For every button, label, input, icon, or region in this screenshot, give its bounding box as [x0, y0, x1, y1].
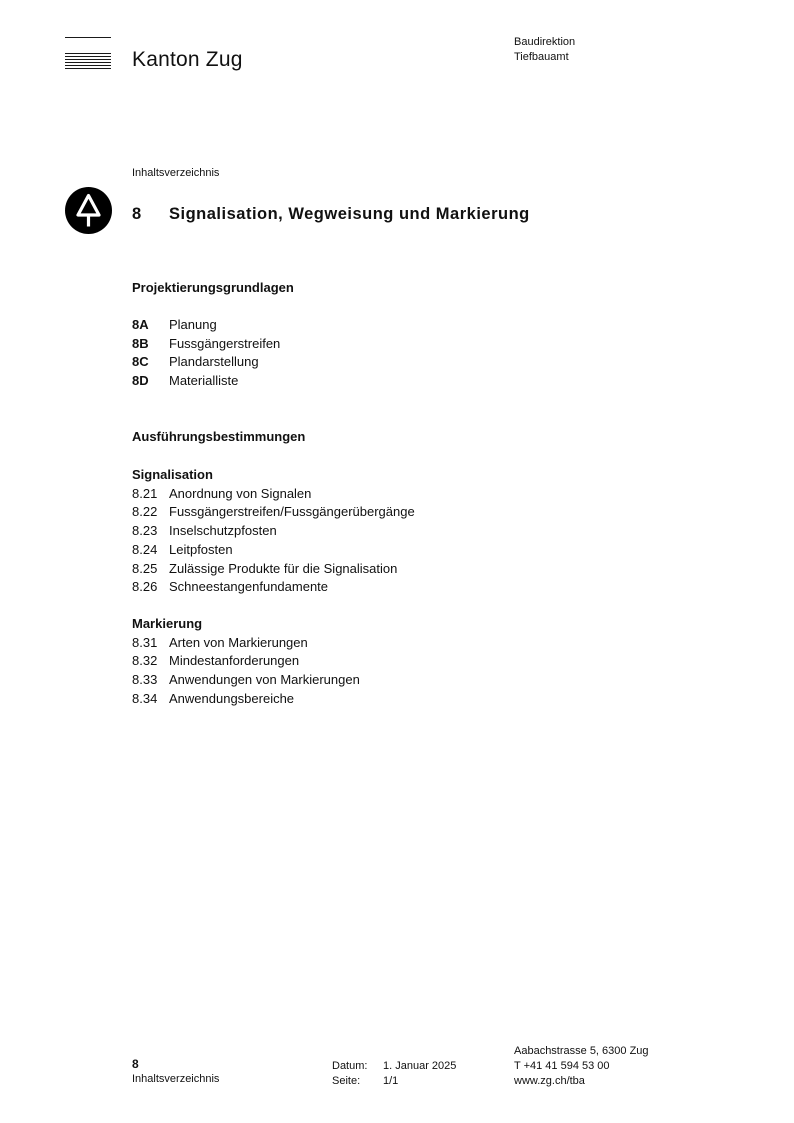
toc-label: Anordnung von Signalen: [169, 485, 312, 501]
markierung-list: [132, 615, 360, 709]
ausfuehrung-heading-block: [132, 428, 305, 447]
toc-row-8-32[interactable]: [132, 652, 360, 671]
toc-label: Fussgängerstreifen: [169, 335, 281, 351]
toc-row-8-26[interactable]: [132, 578, 415, 597]
chapter-heading: [132, 205, 530, 224]
footer-phone: T +41 41 594 53 00: [514, 1060, 610, 1072]
toc-row-8d[interactable]: [132, 372, 280, 391]
toc-code: 8B: [132, 335, 149, 351]
toc-label: Planung: [169, 317, 217, 332]
canton-logo-lines-icon: [65, 37, 111, 69]
toc-row-8-31[interactable]: [132, 634, 360, 653]
department-name: Baudirektion: [514, 36, 576, 48]
projektierung-heading-block: [132, 279, 294, 298]
footer-chapter-label: Inhaltsverzeichnis: [132, 1073, 220, 1085]
toc-row-8-21[interactable]: [132, 485, 415, 504]
toc-row-8c[interactable]: [132, 353, 280, 372]
toc-code: 8.34: [132, 690, 158, 706]
toc-code: 8.26: [132, 579, 158, 595]
footer-page-label: Seite:: [332, 1075, 361, 1087]
signalisation-list: [132, 466, 415, 597]
signpost-circle-icon: [65, 187, 112, 234]
toc-row-8-33[interactable]: [132, 671, 360, 690]
toc-label: Anwendungsbereiche: [169, 690, 295, 706]
toc-code: 8A: [132, 317, 149, 332]
office-name: Tiefbauamt: [514, 51, 569, 63]
toc-label: Mindestanforderungen: [169, 653, 300, 669]
toc-label: Arten von Markierungen: [169, 634, 308, 650]
markierung-heading: Markierung: [132, 616, 203, 631]
toc-code: 8.23: [132, 523, 158, 539]
footer-date-label: Datum:: [332, 1060, 368, 1072]
footer-web-link[interactable]: www.zg.ch/tba: [514, 1075, 585, 1087]
signalisation-heading: Signalisation: [132, 467, 213, 482]
toc-label: Materialliste: [169, 373, 239, 389]
toc-row-8-34[interactable]: [132, 690, 360, 709]
toc-code: 8.25: [132, 560, 158, 576]
section-label: Inhaltsverzeichnis: [132, 167, 220, 179]
toc-label: Anwendungen von Markierungen: [169, 672, 360, 688]
toc-label: Fussgängerstreifen/Fussgängerübergänge: [169, 504, 415, 520]
toc-code: 8.24: [132, 541, 158, 557]
footer-date-value: 1. Januar 2025: [383, 1060, 457, 1072]
footer-chapter-number: 8: [132, 1057, 139, 1071]
footer-contact: [514, 1044, 649, 1089]
department-block: [514, 35, 575, 65]
chapter-title: Signalisation, Wegweisung und Markierung: [169, 205, 530, 223]
toc-code: 8C: [132, 354, 149, 370]
toc-code: 8.21: [132, 485, 158, 501]
footer-address: Aabachstrasse 5, 6300 Zug: [514, 1045, 649, 1057]
toc-code: 8.32: [132, 653, 158, 669]
toc-label: Inselschutzpfosten: [169, 523, 277, 539]
toc-code: 8D: [132, 373, 149, 389]
projektierung-list: [132, 316, 280, 391]
toc-row-8b[interactable]: [132, 335, 280, 354]
toc-code: 8.33: [132, 672, 158, 688]
projektierung-heading: Projektierungsgrundlagen: [132, 280, 294, 295]
toc-row-8-25[interactable]: [132, 560, 415, 579]
chapter-number: 8: [132, 205, 142, 223]
toc-row-8-22[interactable]: [132, 503, 415, 522]
toc-label: Schneestangenfundamente: [169, 579, 329, 595]
toc-row-8a[interactable]: [132, 316, 280, 335]
footer-labels: [332, 1059, 367, 1089]
toc-code: 8.31: [132, 634, 158, 650]
footer-chapter: [132, 1057, 219, 1087]
ausfuehrung-heading: Ausführungsbestimmungen: [132, 429, 306, 444]
toc-label: Plandarstellung: [169, 354, 259, 370]
toc-row-8-24[interactable]: [132, 541, 415, 560]
toc-row-8-23[interactable]: [132, 522, 415, 541]
toc-label: Leitpfosten: [169, 541, 233, 557]
canton-logo-text: Kanton Zug: [132, 48, 243, 71]
toc-code: 8.22: [132, 504, 158, 520]
footer-page-value: 1/1: [383, 1075, 399, 1087]
footer-values: [383, 1059, 456, 1089]
toc-label: Zulässige Produkte für die Signalisation: [169, 560, 398, 576]
